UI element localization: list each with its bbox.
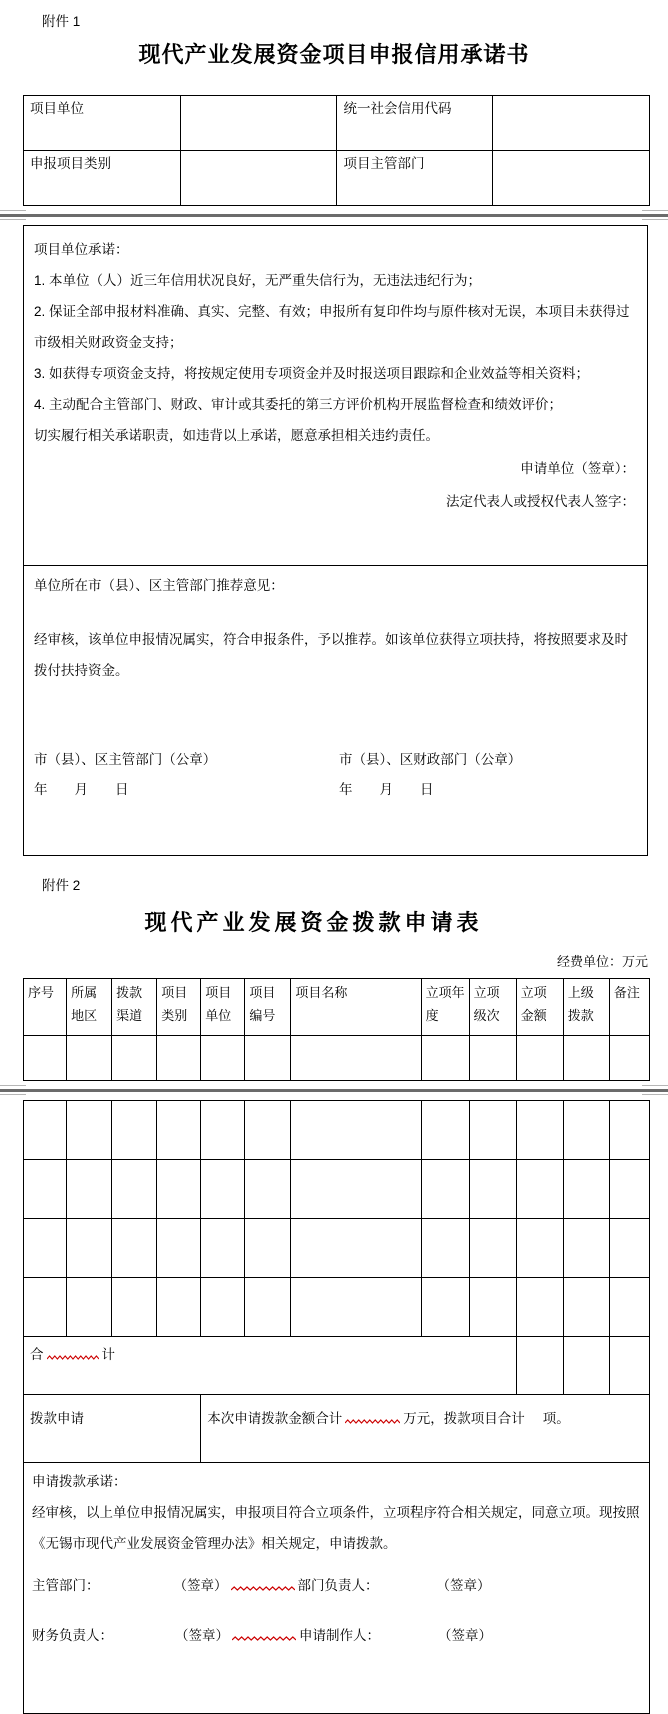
empty-cell[interactable] [469, 1278, 516, 1337]
empty-cell[interactable] [157, 1036, 201, 1081]
finance-seal-label: 市（县）、区财政部门（公章） [339, 752, 522, 767]
col-header-channel: 拨款渠道 [112, 979, 157, 1036]
request-text-cell [201, 1395, 650, 1463]
request-row [24, 1395, 650, 1463]
empty-cell[interactable] [291, 1036, 421, 1081]
form2-title: 现代产业发展资金拨款申请表 [144, 910, 483, 935]
promise-body: 经审核，以上单位申报情况属实，申报项目符合立项条件，立项程序符合相关规定，同意立项。现按照《无锡市现代产业发展资金管理办法》相关规定，申请拨款。 [32, 1505, 640, 1551]
empty-cell[interactable] [24, 1160, 67, 1219]
empty-cell[interactable] [609, 1278, 649, 1337]
empty-cell[interactable] [112, 1101, 157, 1160]
empty-cell[interactable] [421, 1101, 469, 1160]
empty-cell[interactable] [245, 1160, 291, 1219]
dept-seal-label: 市（县）、区主管部门（公章） [34, 752, 217, 767]
request-text-part2: 万元，拨款项目合计 [403, 1411, 525, 1426]
credit-code-label: 统一社会信用代码 [337, 96, 492, 151]
form1-title: 现代产业发展资金项目申报信用承诺书 [138, 42, 530, 67]
finance-head-label: 财务负责人： [32, 1628, 113, 1643]
col-header-amount: 立项金额 [516, 979, 563, 1036]
document-page [0, 10, 668, 1714]
signature-line-2 [32, 1623, 641, 1649]
page-break-edge-left [0, 1085, 26, 1095]
blank-spacer[interactable] [379, 1589, 437, 1590]
recommendation-cell [24, 565, 647, 855]
empty-cell[interactable] [67, 1219, 112, 1278]
date-row [34, 776, 637, 804]
empty-cell[interactable] [609, 1101, 649, 1160]
page-break-edge-left [0, 210, 26, 220]
empty-cell[interactable] [516, 1278, 563, 1337]
col-header-category: 项目类别 [157, 979, 201, 1036]
empty-cell[interactable] [24, 1219, 67, 1278]
empty-cell[interactable] [421, 1160, 469, 1219]
commitment-item: 1. 本单位（人）近三年信用状况良好，无严重失信行为，无违法违纪行为； [34, 273, 482, 288]
empty-cell[interactable] [563, 1160, 609, 1219]
empty-cell[interactable] [201, 1036, 245, 1081]
empty-cell[interactable] [421, 1036, 469, 1081]
col-header-seq: 序号 [24, 979, 67, 1036]
empty-cell[interactable] [609, 1160, 649, 1219]
competent-dept-label: 项目主管部门 [337, 151, 492, 206]
blank-spacer[interactable] [113, 1639, 175, 1640]
empty-cell[interactable] [201, 1160, 245, 1219]
project-unit-label: 项目单位 [24, 96, 181, 151]
promise-row [24, 1463, 650, 1714]
project-category-value-cell[interactable] [181, 151, 337, 206]
page-break-edge-right [642, 1085, 668, 1095]
empty-cell[interactable] [291, 1219, 421, 1278]
request-text-part3: 项。 [542, 1411, 570, 1426]
col-header-superior: 上级拨款 [563, 979, 609, 1036]
empty-cell[interactable] [563, 1219, 609, 1278]
col-header-level: 立项级次 [469, 979, 516, 1036]
legal-rep-sign-line: 法定代表人或授权代表人签字： [446, 494, 635, 509]
empty-cell[interactable] [245, 1278, 291, 1337]
finance-date-line: 年 月 日 [339, 782, 434, 797]
seal-label: （签章） [436, 1578, 491, 1593]
empty-cell[interactable] [563, 1036, 609, 1081]
blank-spacer[interactable] [525, 1422, 543, 1423]
col-header-unit: 项目单位 [201, 979, 245, 1036]
col-header-number: 项目编号 [245, 979, 291, 1036]
competent-dept-value-cell[interactable] [492, 151, 649, 206]
empty-cell[interactable] [112, 1219, 157, 1278]
unit-note: 经费单位：万元 [556, 954, 648, 969]
empty-cell[interactable] [112, 1160, 157, 1219]
blank-spacer[interactable] [380, 1639, 438, 1640]
form2-empty-row [24, 1036, 650, 1081]
empty-cell[interactable] [67, 1278, 112, 1337]
empty-cell[interactable] [67, 1160, 112, 1219]
commitment-item: 3. 如获得专项资金支持，将按规定使用专项资金并及时报送项目跟踪和企业效益等相关资料； [34, 366, 590, 381]
form2-empty-row [24, 1219, 650, 1278]
empty-cell[interactable] [24, 1101, 67, 1160]
dept-head-label: 部门负责人： [297, 1578, 379, 1593]
empty-cell[interactable] [291, 1278, 421, 1337]
empty-cell[interactable] [421, 1278, 469, 1337]
empty-cell[interactable] [24, 1036, 67, 1081]
total-superior-cell[interactable] [563, 1337, 609, 1395]
total-label-left: 合 [30, 1347, 44, 1362]
empty-cell[interactable] [245, 1101, 291, 1160]
empty-cell[interactable] [157, 1278, 201, 1337]
credit-code-value-cell[interactable] [492, 96, 649, 151]
commitment-heading: 项目单位承诺： [34, 242, 129, 257]
signature-line-1 [32, 1573, 641, 1599]
form2-header-row [24, 979, 650, 1036]
empty-cell[interactable] [516, 1036, 563, 1081]
form2-table-bottom [23, 1100, 650, 1714]
empty-cell[interactable] [516, 1160, 563, 1219]
recommendation-body: 经审核，该单位申报情况属实，符合申报条件，予以推荐。如该单位获得立项扶持，将按照要求及时拨付扶持资金。 [34, 632, 628, 678]
empty-cell[interactable] [469, 1160, 516, 1219]
applicant-seal-line: 申请单位（签章）： [520, 461, 635, 476]
blank-spacer[interactable] [100, 1589, 174, 1590]
empty-cell[interactable] [421, 1219, 469, 1278]
empty-cell[interactable] [245, 1219, 291, 1278]
red-squiggle-underline [232, 1636, 296, 1641]
page-break-divider-2 [0, 1081, 668, 1100]
empty-cell[interactable] [67, 1036, 112, 1081]
attachment1-label: 附件 1 [42, 14, 81, 29]
empty-cell[interactable] [469, 1036, 516, 1081]
request-text-part1: 本次申请拨款金额合计 [207, 1411, 343, 1426]
empty-cell[interactable] [201, 1101, 245, 1160]
col-header-name: 项目名称 [291, 979, 421, 1036]
page-break-divider-1 [0, 206, 668, 225]
form2-empty-row [24, 1278, 650, 1337]
total-row [24, 1337, 650, 1395]
form2-empty-row [24, 1160, 650, 1219]
form1-info-table [23, 95, 650, 206]
empty-cell[interactable] [157, 1219, 201, 1278]
recommendation-heading: 单位所在市（县）、区主管部门推荐意见： [34, 578, 284, 593]
form2-empty-row [24, 1101, 650, 1160]
seal-label: （签章） [438, 1628, 492, 1643]
col-header-region: 所属地区 [67, 979, 112, 1036]
empty-cell[interactable] [563, 1101, 609, 1160]
red-squiggle-underline [345, 1419, 400, 1424]
seal-label: （签章） [173, 1578, 228, 1593]
empty-cell[interactable] [609, 1036, 649, 1081]
request-maker-label: 申请制作人： [299, 1628, 380, 1643]
red-squiggle-underline [47, 1355, 99, 1360]
commitment-cell [24, 226, 647, 565]
promise-heading: 申请拨款承诺： [32, 1474, 127, 1489]
total-amount-cell[interactable] [516, 1337, 563, 1395]
empty-cell[interactable] [469, 1101, 516, 1160]
dept-label: 主管部门： [32, 1578, 100, 1593]
empty-cell[interactable] [201, 1219, 245, 1278]
empty-cell[interactable] [67, 1101, 112, 1160]
attachment2-label: 附件 2 [42, 878, 81, 893]
dept-date-line: 年 月 日 [34, 782, 129, 797]
commitment-item: 4. 主动配合主管部门、财政、审计或其委托的第三方评价机构开展监督检查和绩效评价； [34, 397, 563, 412]
commitment-item: 2. 保证全部申报材料准确、真实、完整、有效；申报所有复印件均与原件核对无误，本项目未获得过市级相关财政资金支持； [34, 304, 630, 350]
total-label-right: 计 [101, 1347, 115, 1362]
empty-cell[interactable] [112, 1036, 157, 1081]
form2-table-top [23, 978, 650, 1081]
promise-cell [24, 1463, 650, 1714]
empty-cell[interactable] [563, 1278, 609, 1337]
total-label-cell [24, 1337, 517, 1395]
red-squiggle-underline [231, 1586, 295, 1591]
form1-commitment-block [23, 225, 648, 856]
empty-cell[interactable] [201, 1278, 245, 1337]
total-remark-cell[interactable] [609, 1337, 649, 1395]
empty-cell[interactable] [245, 1036, 291, 1081]
col-header-remark: 备注 [609, 979, 649, 1036]
empty-cell[interactable] [469, 1219, 516, 1278]
project-category-label: 申报项目类别 [24, 151, 181, 206]
project-unit-value-cell[interactable] [181, 96, 337, 151]
info-row-2 [24, 151, 650, 206]
page-break-edge-right [642, 210, 668, 220]
empty-cell[interactable] [516, 1219, 563, 1278]
seal-label: （签章） [175, 1628, 229, 1643]
col-header-year: 立项年度 [421, 979, 469, 1036]
info-row-1 [24, 96, 650, 151]
empty-cell[interactable] [112, 1278, 157, 1337]
empty-cell[interactable] [516, 1101, 563, 1160]
commitment-item: 切实履行相关承诺职责，如违背以上承诺，愿意承担相关违约责任。 [34, 428, 439, 443]
empty-cell[interactable] [291, 1160, 421, 1219]
seal-row [34, 746, 637, 774]
empty-cell[interactable] [157, 1160, 201, 1219]
empty-cell[interactable] [609, 1219, 649, 1278]
empty-cell[interactable] [157, 1101, 201, 1160]
empty-cell[interactable] [24, 1278, 67, 1337]
request-label-cell: 拨款申请 [24, 1395, 201, 1463]
empty-cell[interactable] [291, 1101, 421, 1160]
